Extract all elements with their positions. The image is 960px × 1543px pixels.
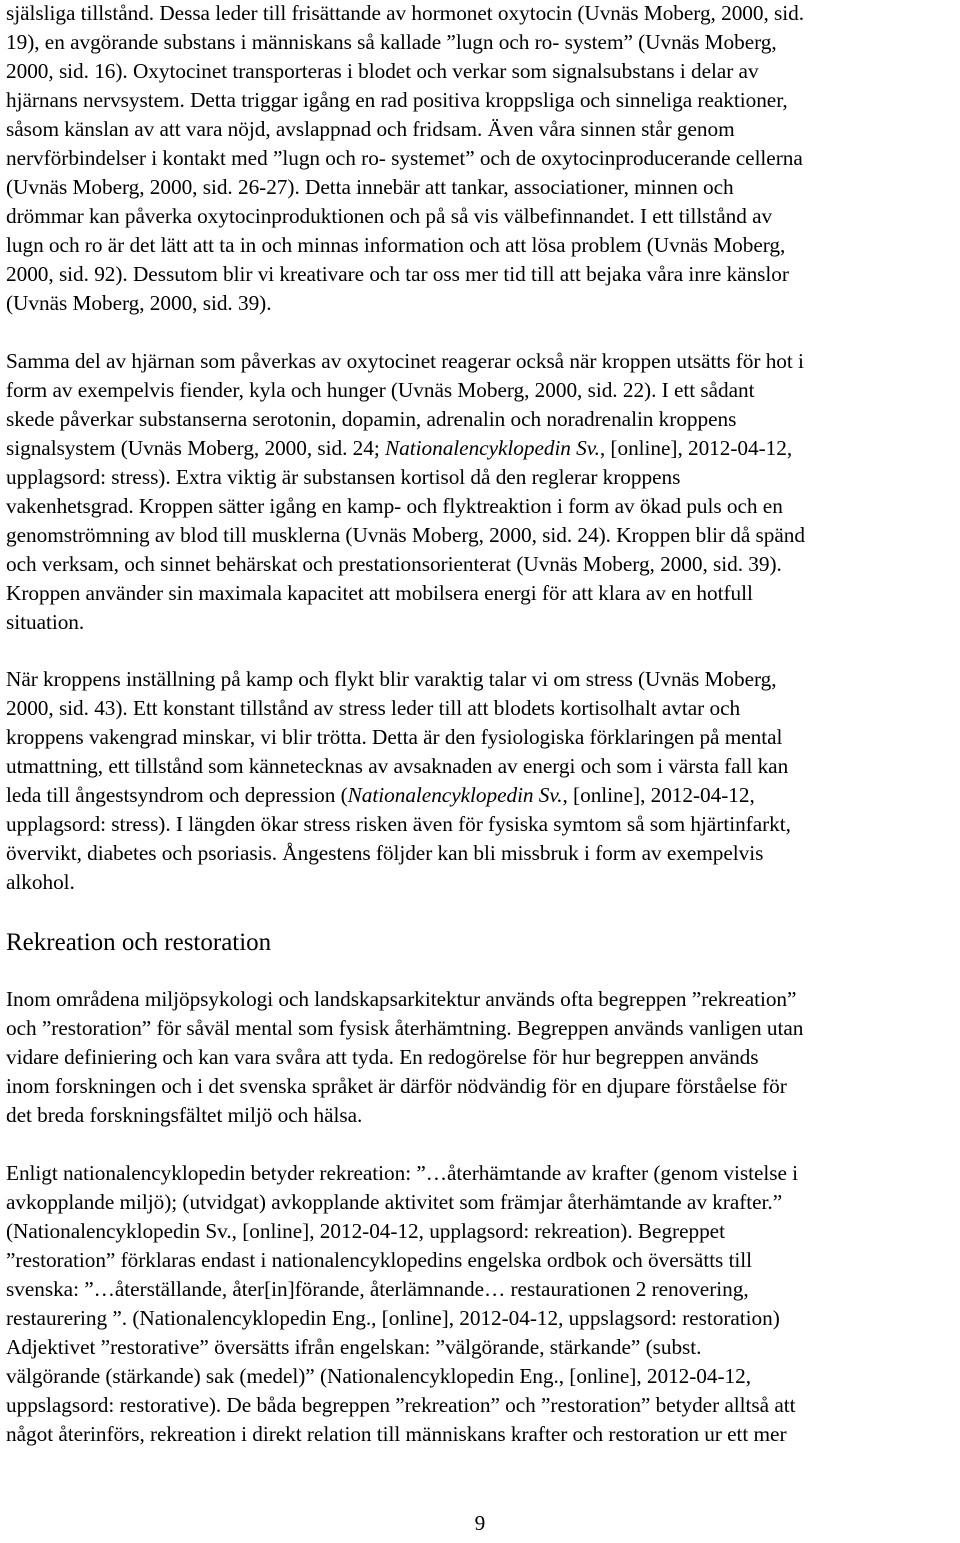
text-segment: , [online], 2012-04-12, <box>599 436 793 460</box>
text-line: 2000, sid. 92). Dessutom blir vi kreativare och tar oss mer tid till att bejaka våra inre känslor <box>6 262 789 286</box>
text-line: vidare definiering och kan vara svåra att tyda. En redogörelse för hur begreppen används <box>6 1045 759 1069</box>
text-line: vakenhetsgrad. Kroppen sätter igång en kamp- och flyktreaktion i form av ökad puls och en <box>6 494 783 518</box>
citation-source-italic: Nationalencyklopedin Sv. <box>347 783 563 807</box>
text-line: något återinförs, rekreation i direkt relation till människans krafter och restoration ur ett mer <box>6 1422 787 1446</box>
text-line: avkopplande miljö); (utvidgat) avkopplande aktivitet som främjar återhämtande av krafter.” <box>6 1190 783 1214</box>
text-line: och ”restoration” för såväl mental som fysisk återhämtning. Begreppen används vanligen utan <box>6 1016 804 1040</box>
text-line: Inom områdena miljöpsykologi och landskapsarkitektur används ofta begreppen ”rekreation” <box>6 987 797 1011</box>
page-number: 9 <box>474 1511 486 1535</box>
text-line: nervförbindelser i kontakt med ”lugn och ro- systemet” och de oxytocinproducerande cellerna <box>6 146 803 170</box>
text-line: upplagsord: stress). Extra viktig är substansen kortisol då den reglerar kroppens <box>6 465 681 489</box>
text-line: övervikt, diabetes och psoriasis. Ångestens följder kan bli missbruk i form av exempelvis <box>6 841 764 865</box>
text-line: alkohol. <box>6 870 75 894</box>
text-line: själsliga tillstånd. Dessa leder till frisättande av hormonet oxytocin (Uvnäs Moberg, 2000, sid. <box>6 1 805 25</box>
text-segment: signalsystem (Uvnäs Moberg, 2000, sid. 24; <box>6 436 386 460</box>
text-line: När kroppens inställning på kamp och flykt blir varaktig talar vi om stress (Uvnäs Moberg, <box>6 667 777 691</box>
text-segment: , [online], 2012-04-12, <box>562 783 755 807</box>
text-line: välgörande (stärkande) sak (medel)” (Nationalencyklopedin Eng., [online], 2012-04-12, <box>6 1364 752 1388</box>
text-line: svenska: ”…återställande, åter[in]förande, återlämnande… restaurationen 2 renovering, <box>6 1277 749 1301</box>
text-line <box>6 435 792 461</box>
text-line: drömmar kan påverka oxytocinproduktionen och på så vis välbefinnandet. I ett tillstånd av <box>6 204 773 228</box>
text-line: Samma del av hjärnan som påverkas av oxytocinet reagerar också när kroppen utsätts för hot i <box>6 349 804 373</box>
section-heading: Rekreation och restoration <box>6 929 272 956</box>
text-line: skede påverkar substanserna serotonin, dopamin, adrenalin och noradrenalin kroppens <box>6 407 737 431</box>
text-line: det breda forskningsfältet miljö och hälsa. <box>6 1103 363 1127</box>
text-line: 2000, sid. 16). Oxytocinet transporteras i blodet och verkar som signalsubstans i delar av <box>6 59 759 83</box>
text-line: såsom känslan av att vara nöjd, avslappnad och fridsam. Även våra sinnen står genom <box>6 117 735 141</box>
text-line: lugn och ro är det lätt att ta in och minnas information och att lösa problem (Uvnäs Moberg, <box>6 233 786 257</box>
text-line: (Uvnäs Moberg, 2000, sid. 39). <box>6 291 272 315</box>
text-line: Kroppen använder sin maximala kapacitet att mobilsera energi för att klara av en hotfull <box>6 581 753 605</box>
text-line: utmattning, ett tillstånd som kännetecknas av avsaknaden av energi och som i värsta fall kan <box>6 754 789 778</box>
text-segment: leda till ångestsyndrom och depression ( <box>6 783 348 807</box>
text-line: upplagsord: stress). I längden ökar stress risken även för fysiska symtom så som hjärtinfarkt, <box>6 812 791 836</box>
text-line: Enligt nationalencyklopedin betyder rekreation: ”…återhämtande av krafter (genom vistelse i <box>6 1161 799 1185</box>
text-line: genomströmning av blod till musklerna (Uvnäs Moberg, 2000, sid. 24). Kroppen blir då spänd <box>6 523 805 547</box>
text-line: inom forskningen och i det svenska språket är därför nödvändig för en djupare förståelse för <box>6 1074 787 1098</box>
text-line: hjärnans nervsystem. Detta triggar igång en rad positiva kroppsliga och sinneliga reaktioner, <box>6 88 788 112</box>
text-line: kroppens vakengrad minskar, vi blir trötta. Detta är den fysiologiska förklaringen på mental <box>6 725 783 749</box>
text-line: Adjektivet ”restorative” översätts ifrån engelskan: ”välgörande, stärkande” (subst. <box>6 1335 702 1359</box>
text-line: 2000, sid. 43). Ett konstant tillstånd av stress leder till att blodets kortisolhalt avtar och <box>6 696 741 720</box>
text-line: (Nationalencyklopedin Sv., [online], 2012-04-12, upplagsord: rekreation). Begreppet <box>6 1219 725 1243</box>
text-line: och verksam, och sinnet behärskat och prestationsorienterat (Uvnäs Moberg, 2000, sid. 39). <box>6 552 782 576</box>
citation-source-italic: Nationalencyklopedin Sv. <box>385 436 600 460</box>
text-line: form av exempelvis fiender, kyla och hunger (Uvnäs Moberg, 2000, sid. 22). I ett sådant <box>6 378 755 402</box>
text-line: restaurering ”. (Nationalencyklopedin Eng., [online], 2012-04-12, uppslagsord: restoration) <box>6 1306 780 1330</box>
text-line: ”restoration” förklaras endast i nationalencyklopedins engelska ordbok och översätts till <box>6 1248 753 1272</box>
text-line: 19), en avgörande substans i människans så kallade ”lugn och ro- system” (Uvnäs Moberg, <box>6 30 777 54</box>
text-line <box>6 782 755 808</box>
text-line: uppslagsord: restorative). De båda begreppen ”rekreation” och ”restoration” betyder alltså att <box>6 1393 796 1417</box>
text-line: (Uvnäs Moberg, 2000, sid. 26-27). Detta innebär att tankar, associationer, minnen och <box>6 175 734 199</box>
text-line: situation. <box>6 610 85 634</box>
